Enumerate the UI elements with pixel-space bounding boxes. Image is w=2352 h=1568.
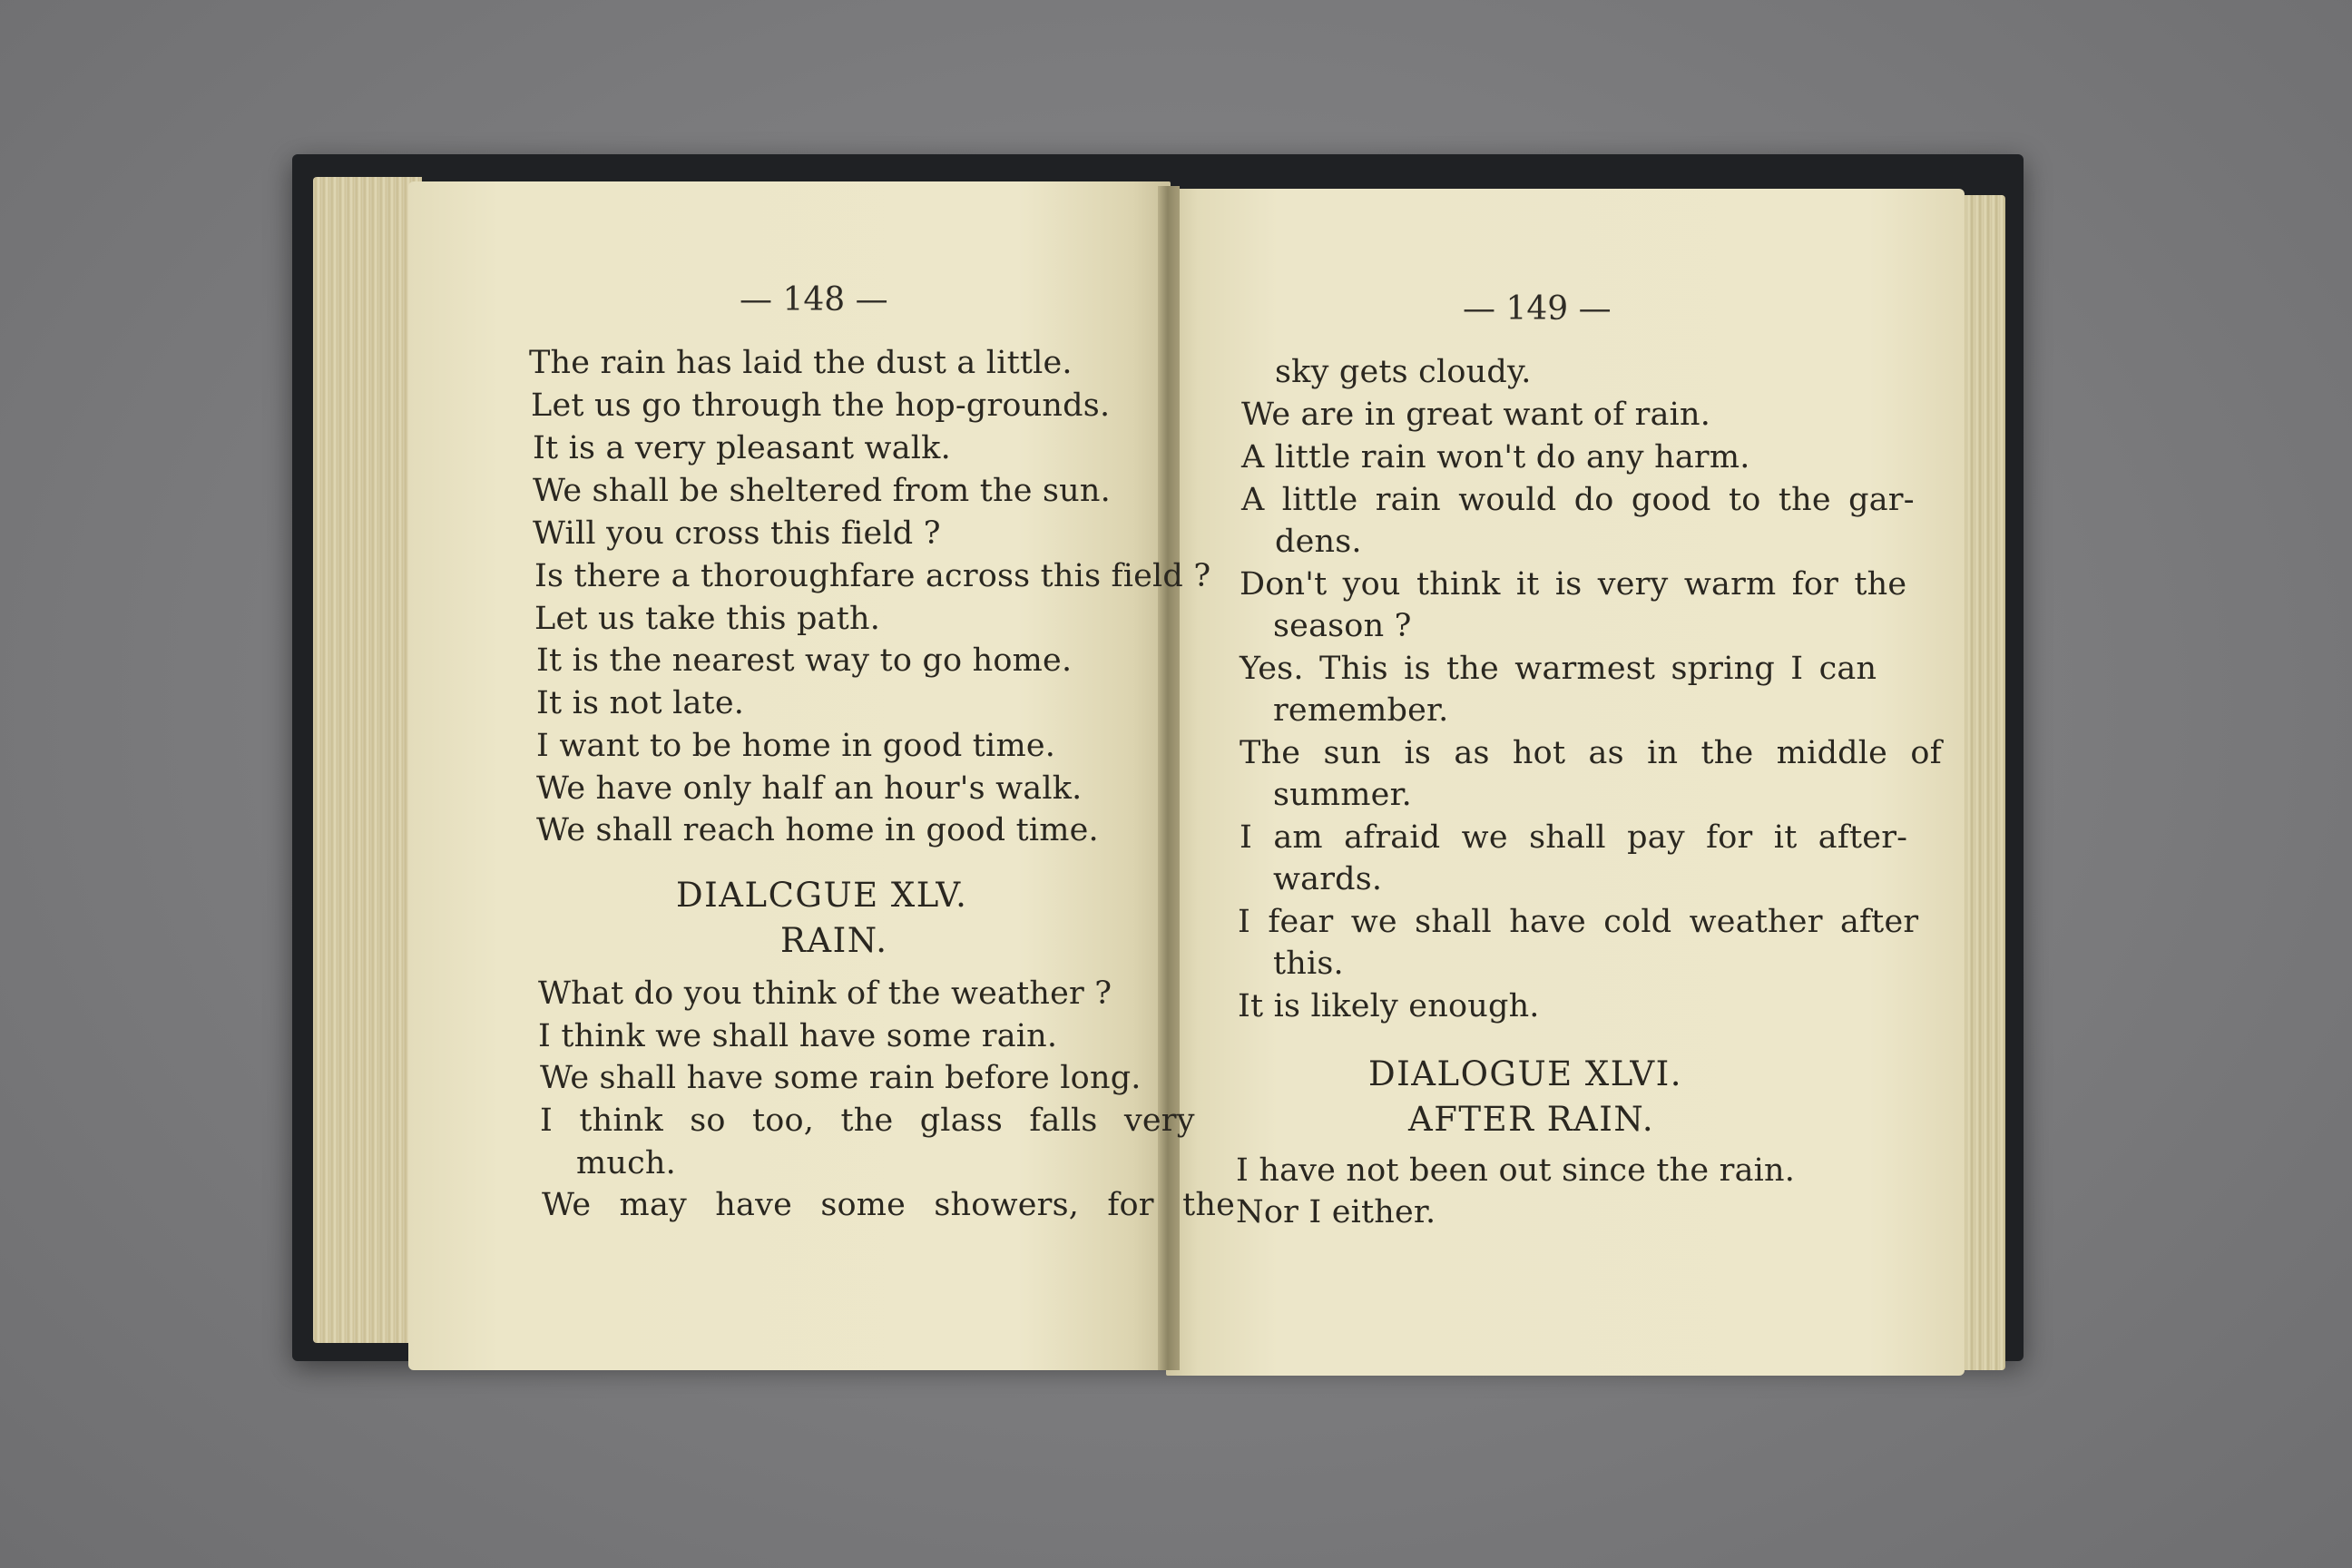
text-line: The sun is as hot as in the middle of <box>1240 735 1942 771</box>
text-line: We have only half an hour's walk. <box>536 770 1083 807</box>
page-number-right: — 149 — <box>1463 290 1612 328</box>
dialogue-subheading-left: RAIN. <box>780 921 888 960</box>
dialogue-heading-left: DIALCGUE XLV. <box>676 876 968 915</box>
text-line: Will you cross this field ? <box>533 515 941 552</box>
page-edges-left <box>313 177 422 1343</box>
text-line: It is a very pleasant walk. <box>533 430 951 466</box>
text-line: It is not late. <box>536 685 745 721</box>
text-line: dens. <box>1275 524 1362 560</box>
text-line: The rain has laid the dust a little. <box>529 345 1073 381</box>
text-line: A little rain won't do any harm. <box>1241 439 1750 475</box>
text-line: I want to be home in good time. <box>536 728 1056 764</box>
text-line: I think so too, the glass falls very <box>540 1102 1195 1139</box>
text-line: summer. <box>1273 777 1413 813</box>
dialogue-heading-right: DIALOGUE XLVI. <box>1368 1054 1683 1093</box>
text-line: I think we shall have some rain. <box>538 1018 1058 1054</box>
text-line: A little rain would do good to the gar- <box>1241 482 1915 518</box>
text-line: I have not been out since the rain. <box>1236 1152 1796 1189</box>
text-line: What do you think of the weather ? <box>538 975 1112 1012</box>
text-line: We shall reach home in good time. <box>536 812 1099 848</box>
text-line: Let us take this path. <box>534 601 881 637</box>
text-line: remember. <box>1273 692 1449 729</box>
text-line: Let us go through the hop-grounds. <box>531 387 1111 424</box>
text-line: It is the nearest way to go home. <box>536 642 1073 679</box>
text-line: We shall have some rain before long. <box>540 1060 1142 1096</box>
text-line: I fear we shall have cold weather after <box>1238 904 1919 940</box>
text-line: We are in great want of rain. <box>1241 397 1711 433</box>
text-line: Yes. This is the warmest spring I can <box>1240 651 1877 687</box>
text-line: Nor I either. <box>1236 1194 1436 1230</box>
text-line: We shall be sheltered from the sun. <box>533 473 1111 509</box>
text-line: this. <box>1273 946 1344 982</box>
text-line: I am afraid we shall pay for it after- <box>1240 819 1908 856</box>
text-line: It is likely enough. <box>1238 988 1540 1024</box>
page-number-left: — 148 — <box>740 281 888 318</box>
text-line: Is there a thoroughfare across this field ? <box>534 558 1211 594</box>
text-line: wards. <box>1273 861 1383 897</box>
text-line: much. <box>576 1145 676 1181</box>
dialogue-subheading-right: AFTER RAIN. <box>1408 1100 1655 1139</box>
text-line: season ? <box>1273 608 1412 644</box>
text-line: We may have some showers, for the <box>542 1187 1235 1223</box>
text-line: sky gets cloudy. <box>1275 354 1532 390</box>
text-line: Don't you think it is very warm for the <box>1240 566 1907 603</box>
